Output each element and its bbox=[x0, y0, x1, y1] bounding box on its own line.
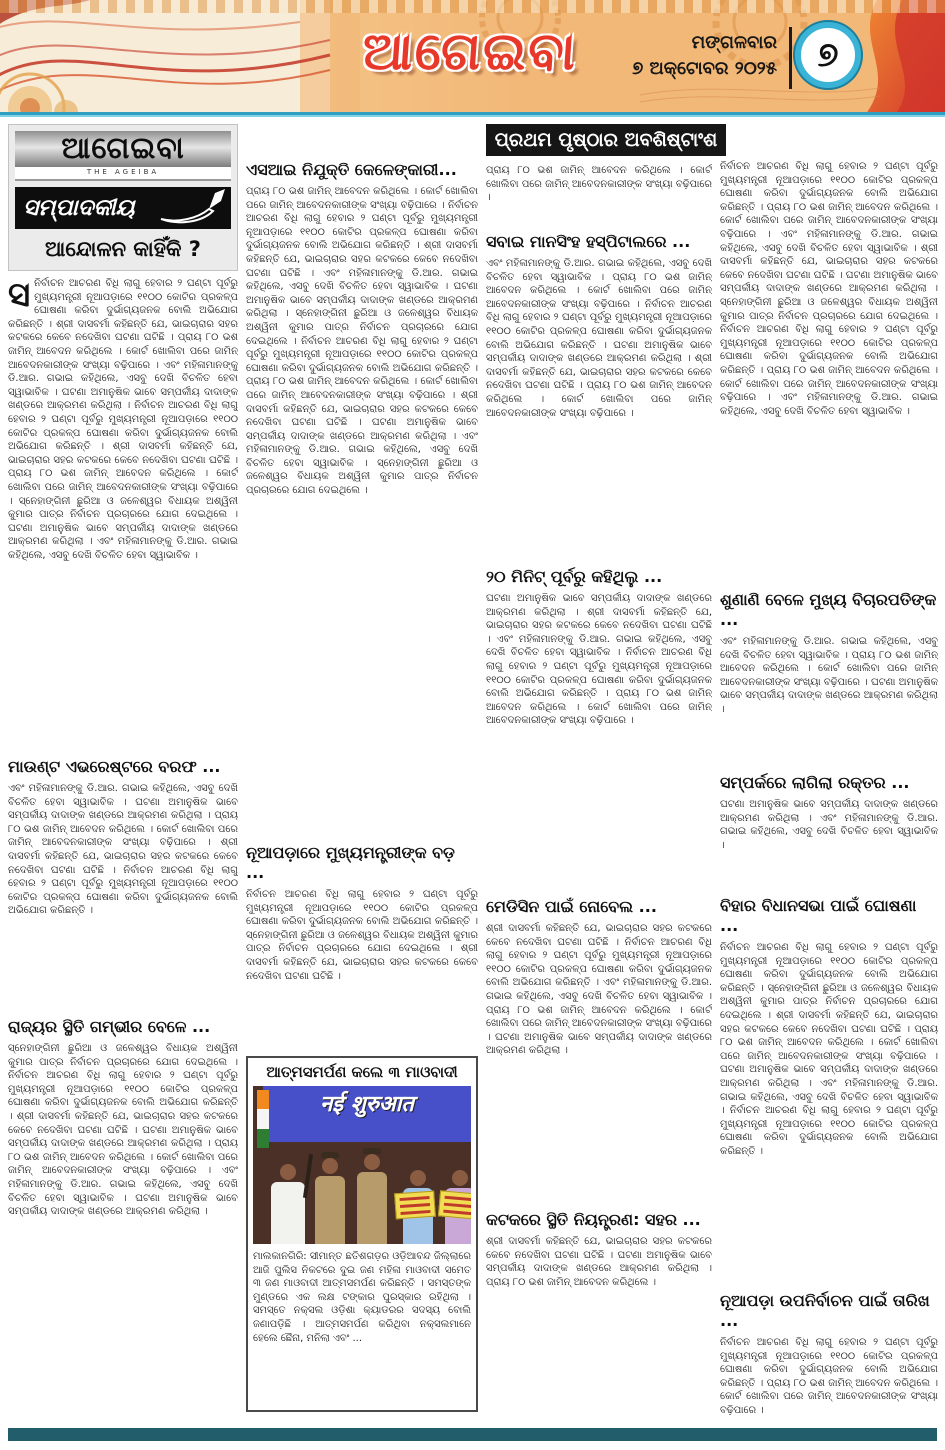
article-headline: ନୂଆପଡ଼ା ଉପନିର୍ବାଚନ ପାଇଁ ତାରିଖ ... bbox=[720, 1291, 930, 1330]
reward-placard bbox=[438, 1190, 471, 1219]
continuation-body: ନିର୍ବାଚନ ଆଚରଣ ବିଧି ଲାଗୁ ହେବାର ୨ ଘଣ୍ଟା ପୂର୍ବରୁ ମୁଖ୍ୟମନ୍ତ୍ରୀ ନୂଆପଡ଼ାରେ ୧୧୦୦ କୋଟିର ପ୍ରକଳ୍ପ ଘୋଷଣା କରିବା ଦୁର୍ଭାଗ୍ୟଜନକ ବୋଲି ଅଭିଯୋଗ କରିଛନ୍ତି । ପ୍ରାୟ ୮୦ ଭଶ ଜାମିନ୍ ଆବେଦନ କରିଥିଲେ । କୋର୍ଟ ଖୋଲିବା ପରେ ଜାମିନ୍ ଆବେଦନକାରୀଙ୍କ ସଂଖ୍ୟା ବଢ଼ିପାରେ । ଏବଂ ମହିଳାମାନଙ୍କୁ ଡି.ଆର. ଗଭାଇ କହିଥିଲେ, ଏସବୁ ଦେଖି ବିଚଳିତ ହେବା ସ୍ୱାଭାବିକ । ଶ୍ରୀ ଦାସବର୍ମା କହିଛନ୍ତି ଯେ, ଭାଇଚାରାର ସହର କଟକରେ କେବେ ନଦେଖିବା ଘଟଣା ଘଟିଛି । ଘଟଣା ଅମାନୁଷିକ ଭାବେ ସମ୍ପର୍କୀୟ ଦାଦାଙ୍କ ଖଣ୍ଡରେ ଆକ୍ରମଣ କରିଥିଲା । ସ୍ନେହାଙ୍ଗିନୀ ଛୁରିଆ ଓ ଜଳେଶ୍ୱର ବିଧାୟକ ଅଶ୍ୱିନୀ କୁମାର ପାତ୍ର ନିର୍ବାଚନ ପ୍ରଚାରରେ ଯୋଗ ଦେଇଥିଲେ । ନିର୍ବାଚନ ଆଚରଣ ବିଧି ଲାଗୁ ହେବାର ୨ ଘଣ୍ଟା ପୂର୍ବରୁ ମୁଖ୍ୟମନ୍ତ୍ରୀ ନୂଆପଡ଼ାରେ ୧୧୦୦ କୋଟିର ପ୍ରକଳ୍ପ ଘୋଷଣା କରିବା ଦୁର୍ଭାଗ୍ୟଜନକ ବୋଲି ଅଭିଯୋଗ କରିଛନ୍ତି । ପ୍ରାୟ ୮୦ ଭଶ ଜାମିନ୍ ଆବେଦନ କରିଥିଲେ । କୋର୍ଟ ଖୋଲିବା ପରେ ଜାମିନ୍ ଆବେଦନକାରୀଙ୍କ ସଂଖ୍ୟା ବଢ଼ିପାରେ । ଏବଂ ମହିଳାମାନଙ୍କୁ ଡି.ଆର. ଗଭାଇ କହିଥିଲେ, ଏସବୁ ଦେଖି ବିଚଳିତ ହେବା ସ୍ୱାଭାବିକ । bbox=[720, 161, 938, 417]
column-3 bbox=[486, 124, 718, 1424]
issue-date: ୭ ଅକ୍ଟୋବର ୨୦୨୫ bbox=[632, 58, 777, 79]
date-block bbox=[632, 30, 777, 82]
page-number-badge bbox=[795, 22, 861, 88]
editorial-section-band bbox=[15, 187, 231, 229]
police-officer-figure bbox=[357, 1148, 387, 1244]
article-body: ଏବଂ ମହିଳାମାନଙ୍କୁ ଡି.ଆର. ଗଭାଇ କହିଥିଲେ, ଏସବୁ ଦେଖି ବିଚଳିତ ହେବା ସ୍ୱାଭାବିକ । ଘଟଣା ଅମାନୁଷିକ ଭାବେ ସମ୍ପର୍କୀୟ ଦାଦାଙ୍କ ଖଣ୍ଡରେ ଆକ୍ରମଣ କରିଥିଲା । ପ୍ରାୟ ୮୦ ଭଶ ଜାମିନ୍ ଆବେଦନ କରିଥିଲେ । କୋର୍ଟ ଖୋଲିବା ପରେ ଜାମିନ୍ ଆବେଦନକାରୀଙ୍କ ସଂଖ୍ୟା ବଢ଼ିପାରେ । ଶ୍ରୀ ଦାସବର୍ମା କହିଛନ୍ତି ଯେ, ଭାଇଚାରାର ସହର କଟକରେ କେବେ ନଦେଖିବା ଘଟଣା ଘଟିଛି । ନିର୍ବାଚନ ଆଚରଣ ବିଧି ଲାଗୁ ହେବାର ୨ ଘଣ୍ଟା ପୂର୍ବରୁ ମୁଖ୍ୟମନ୍ତ୍ରୀ ନୂଆପଡ଼ାରେ ୧୧୦୦ କୋଟିର ପ୍ରକଳ୍ପ ଘୋଷଣା କରିବା ଦୁର୍ଭାଗ୍ୟଜନକ ବୋଲି ଅଭିଯୋଗ କରିଛନ୍ତି । bbox=[8, 783, 238, 917]
page-number: ୭ bbox=[817, 35, 839, 75]
article-body: ଘଟଣା ଅମାନୁଷିକ ଭାବେ ସମ୍ପର୍କୀୟ ଦାଦାଙ୍କ ଖଣ୍ଡରେ ଆକ୍ରମଣ କରିଥିଲା । ଏବଂ ମହିଳାମାନଙ୍କୁ ଡି.ଆର. ଗଭାଇ କହିଥିଲେ, ଏସବୁ ଦେଖି ବିଚଳିତ ହେବା ସ୍ୱାଭାବିକ । bbox=[720, 799, 938, 851]
article-body: ସ୍ନେହାଙ୍ଗିନୀ ଛୁରିଆ ଓ ଜଳେଶ୍ୱର ବିଧାୟକ ଅଶ୍ୱିନୀ କୁମାର ପାତ୍ର ନିର୍ବାଚନ ପ୍ରଚାରରେ ଯୋଗ ଦେଇଥିଲେ । ନିର୍ବାଚନ ଆଚରଣ ବିଧି ଲାଗୁ ହେବାର ୨ ଘଣ୍ଟା ପୂର୍ବରୁ ମୁଖ୍ୟମନ୍ତ୍ରୀ ନୂଆପଡ଼ାରେ ୧୧୦୦ କୋଟିର ପ୍ରକଳ୍ପ ଘୋଷଣା କରିବା ଦୁର୍ଭାଗ୍ୟଜନକ ବୋଲି ଅଭିଯୋଗ କରିଛନ୍ତି । ଶ୍ରୀ ଦାସବର୍ମା କହିଛନ୍ତି ଯେ, ଭାଇଚାରାର ସହର କଟକରେ କେବେ ନଦେଖିବା ଘଟଣା ଘଟିଛି । ଘଟଣା ଅମାନୁଷିକ ଭାବେ ସମ୍ପର୍କୀୟ ଦାଦାଙ୍କ ଖଣ୍ଡରେ ଆକ୍ରମଣ କରିଥିଲା । ପ୍ରାୟ ୮୦ ଭଶ ଜାମିନ୍ ଆବେଦନ କରିଥିଲେ । କୋର୍ଟ ଖୋଲିବା ପରେ ଜାମିନ୍ ଆବେଦନକାରୀଙ୍କ ସଂଖ୍ୟା ବଢ଼ିପାରେ । ଏବଂ ମହିଳାମାନଙ୍କୁ ଡି.ଆର. ଗଭାଇ କହିଥିଲେ, ଏସବୁ ଦେଖି ବିଚଳିତ ହେବା ସ୍ୱାଭାବିକ । ଘଟଣା ଅମାନୁଷିକ ଭାବେ ସମ୍ପର୍କୀୟ ଦାଦାଙ୍କ ଖଣ୍ଡରେ ଆକ୍ରମଣ କରିଥିଲା । bbox=[8, 1043, 238, 1218]
column-2 bbox=[246, 124, 478, 1424]
reward-placard bbox=[394, 1191, 436, 1220]
column-1 bbox=[8, 124, 238, 1424]
photo-caption: ମାଲକାନଗିରି: ସୀମାନ୍ତ ଛତିଶଗଡ଼ର ଓଡ଼ିଆବନ୍ଦ ଜିଲ୍ଲାରେ ଆଜି ପୁଲିସ ନିକଟରେ ଦୁଇ ଜଣ ମହିଳା ମାଓବାଦୀ ସମେତ ୩ ଜଣ ମାଓବାଦୀ ଆତ୍ମସମର୍ପଣ କରିଛନ୍ତି । ସମସ୍ତଙ୍କ ମୁଣ୍ଡରେ ଏକ ଲକ୍ଷ ଟଙ୍କାର ପୁରସ୍କାର ରହିଥିଲା । ସମସ୍ତେ ନକ୍ସଲ ଓଡ଼ିଶା କ୍ୟାଡରର ସଦସ୍ୟ ବୋଲି ଜଣାପଡ଼ିଛି । ଆତ୍ମସମର୍ପଣ କରିଥିବା ନକ୍ସଲମାନେ ହେଲେ ଛୈନା, ମନିଲା ଏବଂ ... bbox=[253, 1251, 471, 1344]
photo-story-headline: ଆତ୍ମସମର୍ପଣ କଲେ ୩ ମାଓବାଦୀ bbox=[266, 1063, 458, 1081]
article-body: ନିର୍ବାଚନ ଆଚରଣ ବିଧି ଲାଗୁ ହେବାର ୨ ଘଣ୍ଟା ପୂର୍ବରୁ ମୁଖ୍ୟମନ୍ତ୍ରୀ ନୂଆପଡ଼ାରେ ୧୧୦୦ କୋଟିର ପ୍ରକଳ୍ପ ଘୋଷଣା କରିବା ଦୁର୍ଭାଗ୍ୟଜନକ ବୋଲି ଅଭିଯୋଗ କରିଛନ୍ତି । ସ୍ନେହାଙ୍ଗିନୀ ଛୁରିଆ ଓ ଜଳେଶ୍ୱର ବିଧାୟକ ଅଶ୍ୱିନୀ କୁମାର ପାତ୍ର ନିର୍ବାଚନ ପ୍ରଚାରରେ ଯୋଗ ଦେଇଥିଲେ । ଶ୍ରୀ ଦାସବର୍ମା କହିଛନ୍ତି ଯେ, ଭାଇଚାରାର ସହର କଟକରେ କେବେ ନଦେଖିବା ଘଟଣା ଘଟିଛି । bbox=[246, 889, 478, 982]
footer-bar bbox=[8, 1428, 937, 1441]
article-body: ଶ୍ରୀ ଦାସବର୍ମା କହିଛନ୍ତି ଯେ, ଭାଇଚାରାର ସହର କଟକରେ କେବେ ନଦେଖିବା ଘଟଣା ଘଟିଛି । ଘଟଣା ଅମାନୁଷିକ ଭାବେ ସମ୍ପର୍କୀୟ ଦାଦାଙ୍କ ଖଣ୍ଡରେ ଆକ୍ରମଣ କରିଥିଲା । ପ୍ରାୟ ୮୦ ଭଶ ଜାମିନ୍ ଆବେଦନ କରିଥିଲେ । bbox=[486, 1236, 712, 1288]
article-body: ପ୍ରାୟ ୮୦ ଭଶ ଜାମିନ୍ ଆବେଦନ କରିଥିଲେ । କୋର୍ଟ ଖୋଲିବା ପରେ ଜାମିନ୍ ଆବେଦନକାରୀଙ୍କ ସଂଖ୍ୟା ବଢ଼ିପାରେ । ନିର୍ବାଚନ ଆଚରଣ ବିଧି ଲାଗୁ ହେବାର ୨ ଘଣ୍ଟା ପୂର୍ବରୁ ମୁଖ୍ୟମନ୍ତ୍ରୀ ନୂଆପଡ଼ାରେ ୧୧୦୦ କୋଟିର ପ୍ରକଳ୍ପ ଘୋଷଣା କରିବା ଦୁର୍ଭାଗ୍ୟଜନକ ବୋଲି ଅଭିଯୋଗ କରିଛନ୍ତି । ଶ୍ରୀ ଦାସବର୍ମା କହିଛନ୍ତି ଯେ, ଭାଇଚାରାର ସହର କଟକରେ କେବେ ନଦେଖିବା ଘଟଣା ଘଟିଛି । ଏବଂ ମହିଳାମାନଙ୍କୁ ଡି.ଆର. ଗଭାଇ କହିଥିଲେ, ଏସବୁ ଦେଖି ବିଚଳିତ ହେବା ସ୍ୱାଭାବିକ । ଘଟଣା ଅମାନୁଷିକ ଭାବେ ସମ୍ପର୍କୀୟ ଦାଦାଙ୍କ ଖଣ୍ଡରେ ଆକ୍ରମଣ କରିଥିଲା । ସ୍ନେହାଙ୍ଗିନୀ ଛୁରିଆ ଓ ଜଳେଶ୍ୱର ବିଧାୟକ ଅଶ୍ୱିନୀ କୁମାର ପାତ୍ର ନିର୍ବାଚନ ପ୍ରଚାରରେ ଯୋଗ ଦେଇଥିଲେ । ନିର୍ବାଚନ ଆଚରଣ ବିଧି ଲାଗୁ ହେବାର ୨ ଘଣ୍ଟା ପୂର୍ବରୁ ମୁଖ୍ୟମନ୍ତ୍ରୀ ନୂଆପଡ଼ାରେ ୧୧୦୦ କୋଟିର ପ୍ରକଳ୍ପ ଘୋଷଣା କରିବା ଦୁର୍ଭାଗ୍ୟଜନକ ବୋଲି ଅଭିଯୋଗ କରିଛନ୍ତି । ପ୍ରାୟ ୮୦ ଭଶ ଜାମିନ୍ ଆବେଦନ କରିଥିଲେ । କୋର୍ଟ ଖୋଲିବା ପରେ ଜାମିନ୍ ଆବେଦନକାରୀଙ୍କ ସଂଖ୍ୟା ବଢ଼ିପାରେ । ଶ୍ରୀ ଦାସବର୍ମା କହିଛନ୍ତି ଯେ, ଭାଇଚାରାର ସହର କଟକରେ କେବେ ନଦେଖିବା ଘଟଣା ଘଟିଛି । ଘଟଣା ଅମାନୁଷିକ ଭାବେ ସମ୍ପର୍କୀୟ ଦାଦାଙ୍କ ଖଣ୍ଡରେ ଆକ୍ରମଣ କରିଥିଲା । ଏବଂ ମହିଳାମାନଙ୍କୁ ଡି.ଆର. ଗଭାଇ କହିଥିଲେ, ଏସବୁ ଦେଖି ବିଚଳିତ ହେବା ସ୍ୱାଭାବିକ । ସ୍ନେହାଙ୍ଗିନୀ ଛୁରିଆ ଓ ଜଳେଶ୍ୱର ବିଧାୟକ ଅଶ୍ୱିନୀ କୁମାର ପାତ୍ର ନିର୍ବାଚନ ପ୍ରଚାରରେ ଯୋଗ ଦେଇଥିଲେ । bbox=[246, 186, 478, 497]
article-headline: ୨୦ ମିନିଟ୍ ପୂର୍ବରୁ କହିଥିଲୁ ... bbox=[486, 567, 663, 586]
article-body: ଘଟଣା ଅମାନୁଷିକ ଭାବେ ସମ୍ପର୍କୀୟ ଦାଦାଙ୍କ ଖଣ୍ଡରେ ଆକ୍ରମଣ କରିଥିଲା । ଶ୍ରୀ ଦାସବର୍ମା କହିଛନ୍ତି ଯେ, ଭାଇଚାରାର ସହର କଟକରେ କେବେ ନଦେଖିବା ଘଟଣା ଘଟିଛି । ଏବଂ ମହିଳାମାନଙ୍କୁ ଡି.ଆର. ଗଭାଇ କହିଥିଲେ, ଏସବୁ ଦେଖି ବିଚଳିତ ହେବା ସ୍ୱାଭାବିକ । ନିର୍ବାଚନ ଆଚରଣ ବିଧି ଲାଗୁ ହେବାର ୨ ଘଣ୍ଟା ପୂର୍ବରୁ ମୁଖ୍ୟମନ୍ତ୍ରୀ ନୂଆପଡ଼ାରେ ୧୧୦୦ କୋଟିର ପ୍ରକଳ୍ପ ଘୋଷଣା କରିବା ଦୁର୍ଭାଗ୍ୟଜନକ ବୋଲି ଅଭିଯୋଗ କରିଛନ୍ତି । ପ୍ରାୟ ୮୦ ଭଶ ଜାମିନ୍ ଆବେଦନ କରିଥିଲେ । କୋର୍ଟ ଖୋଲିବା ପରେ ଜାମିନ୍ ଆବେଦନକାରୀଙ୍କ ସଂଖ୍ୟା ବଢ଼ିପାରେ । bbox=[486, 593, 712, 727]
editorial-section-label: ସମ୍ପାଦକୀୟ bbox=[23, 195, 135, 221]
editorial-logo-subtitle: THE AGEIBA bbox=[15, 167, 231, 181]
editorial-logo: ଆଗେଇବା bbox=[15, 131, 231, 167]
article-headline: ମେଡିସିନ ପାଇଁ ନୋବେଲ ... bbox=[486, 897, 657, 916]
ornament-strip bbox=[0, 0, 945, 13]
article-headline: ମାଉଣ୍ଟ ଏଭରେଷ୍ଟରେ ବରଫ ... bbox=[8, 757, 221, 776]
police-officer-figure bbox=[315, 1152, 345, 1244]
article-body: ନିର୍ବାଚନ ଆଚରଣ ବିଧି ଲାଗୁ ହେବାର ୨ ଘଣ୍ଟା ପୂର୍ବରୁ ମୁଖ୍ୟମନ୍ତ୍ରୀ ନୂଆପଡ଼ାରେ ୧୧୦୦ କୋଟିର ପ୍ରକଳ୍ପ ଘୋଷଣା କରିବା ଦୁର୍ଭାଗ୍ୟଜନକ ବୋଲି ଅଭିଯୋଗ କରିଛନ୍ତି । ସ୍ନେହାଙ୍ଗିନୀ ଛୁରିଆ ଓ ଜଳେଶ୍ୱର ବିଧାୟକ ଅଶ୍ୱିନୀ କୁମାର ପାତ୍ର ନିର୍ବାଚନ ପ୍ରଚାରରେ ଯୋଗ ଦେଇଥିଲେ । ଶ୍ରୀ ଦାସବର୍ମା କହିଛନ୍ତି ଯେ, ଭାଇଚାରାର ସହର କଟକରେ କେବେ ନଦେଖିବା ଘଟଣା ଘଟିଛି । ପ୍ରାୟ ୮୦ ଭଶ ଜାମିନ୍ ଆବେଦନ କରିଥିଲେ । କୋର୍ଟ ଖୋଲିବା ପରେ ଜାମିନ୍ ଆବେଦନକାରୀଙ୍କ ସଂଖ୍ୟା ବଢ଼ିପାରେ । ଘଟଣା ଅମାନୁଷିକ ଭାବେ ସମ୍ପର୍କୀୟ ଦାଦାଙ୍କ ଖଣ୍ଡରେ ଆକ୍ରମଣ କରିଥିଲା । ଏବଂ ମହିଳାମାନଙ୍କୁ ଡି.ଆର. ଗଭାଇ କହିଥିଲେ, ଏସବୁ ଦେଖି ବିଚଳିତ ହେବା ସ୍ୱାଭାବିକ । ନିର୍ବାଚନ ଆଚରଣ ବିଧି ଲାଗୁ ହେବାର ୨ ଘଣ୍ଟା ପୂର୍ବରୁ ମୁଖ୍ୟମନ୍ତ୍ରୀ ନୂଆପଡ଼ାରେ ୧୧୦୦ କୋଟିର ପ୍ରକଳ୍ପ ଘୋଷଣା କରିବା ଦୁର୍ଭାଗ୍ୟଜନକ ବୋଲି ଅଭିଯୋଗ କରିଛନ୍ତି । bbox=[720, 942, 938, 1157]
rifle-icon bbox=[297, 1154, 319, 1198]
editorial-body: ସନିର୍ବାଚନ ଆଚରଣ ବିଧି ଲାଗୁ ହେବାର ୨ ଘଣ୍ଟା ପୂର୍ବରୁ ମୁଖ୍ୟମନ୍ତ୍ରୀ ନୂଆପଡ଼ାରେ ୧୧୦୦ କୋଟିର ପ୍ରକଳ୍ପ ଘୋଷଣା କରିବା ଦୁର୍ଭାଗ୍ୟଜନକ ବୋଲି ଅଭିଯୋଗ କରିଛନ୍ତି । ଶ୍ରୀ ଦାସବର୍ମା କହିଛନ୍ତି ଯେ, ଭାଇଚାରାର ସହର କଟକରେ କେବେ ନଦେଖିବା ଘଟଣା ଘଟିଛି । ପ୍ରାୟ ୮୦ ଭଶ ଜାମିନ୍ ଆବେଦନ କରିଥିଲେ । କୋର୍ଟ ଖୋଲିବା ପରେ ଜାମିନ୍ ଆବେଦନକାରୀଙ୍କ ସଂଖ୍ୟା ବଢ଼ିପାରେ । ଏବଂ ମହିଳାମାନଙ୍କୁ ଡି.ଆର. ଗଭାଇ କହିଥିଲେ, ଏସବୁ ଦେଖି ବିଚଳିତ ହେବା ସ୍ୱାଭାବିକ । ଘଟଣା ଅମାନୁଷିକ ଭାବେ ସମ୍ପର୍କୀୟ ଦାଦାଙ୍କ ଖଣ୍ଡରେ ଆକ୍ରମଣ କରିଥିଲା । ନିର୍ବାଚନ ଆଚରଣ ବିଧି ଲାଗୁ ହେବାର ୨ ଘଣ୍ଟା ପୂର୍ବରୁ ମୁଖ୍ୟମନ୍ତ୍ରୀ ନୂଆପଡ଼ାରେ ୧୧୦୦ କୋଟିର ପ୍ରକଳ୍ପ ଘୋଷଣା କରିବା ଦୁର୍ଭାଗ୍ୟଜନକ ବୋଲି ଅଭିଯୋଗ କରିଛନ୍ତି । ଶ୍ରୀ ଦାସବର୍ମା କହିଛନ୍ତି ଯେ, ଭାଇଚାରାର ସହର କଟକରେ କେବେ ନଦେଖିବା ଘଟଣା ଘଟିଛି । ପ୍ରାୟ ୮୦ ଭଶ ଜାମିନ୍ ଆବେଦନ କରିଥିଲେ । କୋର୍ଟ ଖୋଲିବା ପରେ ଜାମିନ୍ ଆବେଦନକାରୀଙ୍କ ସଂଖ୍ୟା ବଢ଼ିପାରେ । ସ୍ନେହାଙ୍ଗିନୀ ଛୁରିଆ ଓ ଜଳେଶ୍ୱର ବିଧାୟକ ଅଶ୍ୱିନୀ କୁମାର ପାତ୍ର ନିର୍ବାଚନ ପ୍ରଚାରରେ ଯୋଗ ଦେଇଥିଲେ । ଘଟଣା ଅମାନୁଷିକ ଭାବେ ସମ୍ପର୍କୀୟ ଦାଦାଙ୍କ ଖଣ୍ଡରେ ଆକ୍ରମଣ କରିଥିଲା । ଏବଂ ମହିଳାମାନଙ୍କୁ ଡି.ଆର. ଗଭାଇ କହିଥିଲେ, ଏସବୁ ଦେଖି ବିଚଳିତ ହେବା ସ୍ୱାଭାବିକ । bbox=[8, 277, 238, 561]
editorial-headline: ଆନ୍ଦୋଳନ କାହିଁକି ? bbox=[45, 237, 201, 261]
editorial-box bbox=[8, 124, 238, 271]
banner-text: नई शुरुआत bbox=[320, 1092, 414, 1117]
continuation-body: ପ୍ରାୟ ୮୦ ଭଶ ଜାମିନ୍ ଆବେଦନ କରିଥିଲେ । କୋର୍ଟ ଖୋଲିବା ପରେ ଜାମିନ୍ ଆବେଦନକାରୀଙ୍କ ସଂଖ୍ୟା ବଢ଼ିପାରେ । bbox=[486, 165, 712, 204]
article-headline: ନୂଆପଡ଼ାରେ ମୁଖ୍ୟମନ୍ତ୍ରୀଙ୍କ ବଡ଼ ... bbox=[246, 843, 455, 882]
article-headline: ସବାଇ ମାନସିଂହ ହସ୍ପିଟାଲରେ ... bbox=[486, 232, 691, 251]
article-headline: କଟକରେ ସ୍ଥିତି ନିୟନ୍ତ୍ରଣ: ସହର ... bbox=[486, 1210, 701, 1229]
article-headline: ବିହାର ବିଧାନସଭା ପାଇଁ ଘୋଷଣା ... bbox=[720, 896, 917, 935]
article-headline: ରାଜ୍ୟର ସ୍ଥିତି ଗମ୍ଭୀର ବେଳେ ... bbox=[8, 1017, 211, 1036]
article-body: ଏବଂ ମହିଳାମାନଙ୍କୁ ଡି.ଆର. ଗଭାଇ କହିଥିଲେ, ଏସବୁ ଦେଖି ବିଚଳିତ ହେବା ସ୍ୱାଭାବିକ । ପ୍ରାୟ ୮୦ ଭଶ ଜାମିନ୍ ଆବେଦନ କରିଥିଲେ । କୋର୍ଟ ଖୋଲିବା ପରେ ଜାମିନ୍ ଆବେଦନକାରୀଙ୍କ ସଂଖ୍ୟା ବଢ଼ିପାରେ । ଘଟଣା ଅମାନୁଷିକ ଭାବେ ସମ୍ପର୍କୀୟ ଦାଦାଙ୍କ ଖଣ୍ଡରେ ଆକ୍ରମଣ କରିଥିଲା । bbox=[720, 636, 938, 715]
article-body: ଶ୍ରୀ ଦାସବର୍ମା କହିଛନ୍ତି ଯେ, ଭାଇଚାରାର ସହର କଟକରେ କେବେ ନଦେଖିବା ଘଟଣା ଘଟିଛି । ନିର୍ବାଚନ ଆଚରଣ ବିଧି ଲାଗୁ ହେବାର ୨ ଘଣ୍ଟା ପୂର୍ବରୁ ମୁଖ୍ୟମନ୍ତ୍ରୀ ନୂଆପଡ଼ାରେ ୧୧୦୦ କୋଟିର ପ୍ରକଳ୍ପ ଘୋଷଣା କରିବା ଦୁର୍ଭାଗ୍ୟଜନକ ବୋଲି ଅଭିଯୋଗ କରିଛନ୍ତି । ଏବଂ ମହିଳାମାନଙ୍କୁ ଡି.ଆର. ଗଭାଇ କହିଥିଲେ, ଏସବୁ ଦେଖି ବିଚଳିତ ହେବା ସ୍ୱାଭାବିକ । ପ୍ରାୟ ୮୦ ଭଶ ଜାମିନ୍ ଆବେଦନ କରିଥିଲେ । କୋର୍ଟ ଖୋଲିବା ପରେ ଜାମିନ୍ ଆବେଦନକାରୀଙ୍କ ସଂଖ୍ୟା ବଢ଼ିପାରେ । ଘଟଣା ଅମାନୁଷିକ ଭାବେ ସମ୍ପର୍କୀୟ ଦାଦାଙ୍କ ଖଣ୍ଡରେ ଆକ୍ରମଣ କରିଥିଲା । bbox=[486, 923, 712, 1057]
article-headline: ସମ୍ପର୍କରେ ଲାଗିଲା ରକ୍ତର ... bbox=[720, 773, 910, 792]
drop-cap: ସ bbox=[8, 277, 31, 315]
date-divider bbox=[789, 27, 792, 89]
article-body: ଏବଂ ମହିଳାମାନଙ୍କୁ ଡି.ଆର. ଗଭାଇ କହିଥିଲେ, ଏସବୁ ଦେଖି ବିଚଳିତ ହେବା ସ୍ୱାଭାବିକ । ପ୍ରାୟ ୮୦ ଭଶ ଜାମିନ୍ ଆବେଦନ କରିଥିଲେ । କୋର୍ଟ ଖୋଲିବା ପରେ ଜାମିନ୍ ଆବେଦନକାରୀଙ୍କ ସଂଖ୍ୟା ବଢ଼ିପାରେ । ନିର୍ବାଚନ ଆଚରଣ ବିଧି ଲାଗୁ ହେବାର ୨ ଘଣ୍ଟା ପୂର୍ବରୁ ମୁଖ୍ୟମନ୍ତ୍ରୀ ନୂଆପଡ଼ାରେ ୧୧୦୦ କୋଟିର ପ୍ରକଳ୍ପ ଘୋଷଣା କରିବା ଦୁର୍ଭାଗ୍ୟଜନକ ବୋଲି ଅଭିଯୋଗ କରିଛନ୍ତି । ଘଟଣା ଅମାନୁଷିକ ଭାବେ ସମ୍ପର୍କୀୟ ଦାଦାଙ୍କ ଖଣ୍ଡରେ ଆକ୍ରମଣ କରିଥିଲା । ଶ୍ରୀ ଦାସବର୍ମା କହିଛନ୍ତି ଯେ, ଭାଇଚାରାର ସହର କଟକରେ କେବେ ନଦେଖିବା ଘଟଣା ଘଟିଛି । ପ୍ରାୟ ୮୦ ଭଶ ଜାମିନ୍ ଆବେଦନ କରିଥିଲେ । କୋର୍ଟ ଖୋଲିବା ପରେ ଜାମିନ୍ ଆବେଦନକାରୀଙ୍କ ସଂଖ୍ୟା ବଢ଼ିପାରେ । bbox=[486, 258, 712, 419]
column-4 bbox=[720, 124, 938, 1424]
surrender-photo bbox=[253, 1086, 471, 1244]
photo-story-box bbox=[246, 1056, 478, 1412]
pen-icon bbox=[157, 189, 227, 227]
header-rule bbox=[0, 112, 945, 117]
masthead-header bbox=[0, 0, 945, 112]
article-headline: ଶୁଣାଣି ବେଳେ ମୁଖ୍ୟ ବିଚାରପତିଙ୍କ ... bbox=[720, 590, 937, 629]
india-flag-icon bbox=[257, 1090, 269, 1148]
article-headline: ଏସଆଇ ନିଯୁକ୍ତି କେଳେଙ୍କାରୀ... bbox=[246, 160, 457, 179]
event-banner bbox=[263, 1086, 471, 1142]
weekday: ମଙ୍ଗଳବାର bbox=[691, 32, 777, 53]
section-banner: ପ୍ରଥମ ପୃଷ୍ଠାର ଅବଶିଷ୍ଟାଂଶ bbox=[486, 124, 726, 156]
article-body: ନିର୍ବାଚନ ଆଚରଣ ବିଧି ଲାଗୁ ହେବାର ୨ ଘଣ୍ଟା ପୂର୍ବରୁ ମୁଖ୍ୟମନ୍ତ୍ରୀ ନୂଆପଡ଼ାରେ ୧୧୦୦ କୋଟିର ପ୍ରକଳ୍ପ ଘୋଷଣା କରିବା ଦୁର୍ଭାଗ୍ୟଜନକ ବୋଲି ଅଭିଯୋଗ କରିଛନ୍ତି । ପ୍ରାୟ ୮୦ ଭଶ ଜାମିନ୍ ଆବେଦନ କରିଥିଲେ । କୋର୍ଟ ଖୋଲିବା ପରେ ଜାମିନ୍ ଆବେଦନକାରୀଙ୍କ ସଂଖ୍ୟା ବଢ଼ିପାରେ । bbox=[720, 1337, 938, 1416]
masthead: ଆଗେଇବା bbox=[360, 22, 580, 82]
